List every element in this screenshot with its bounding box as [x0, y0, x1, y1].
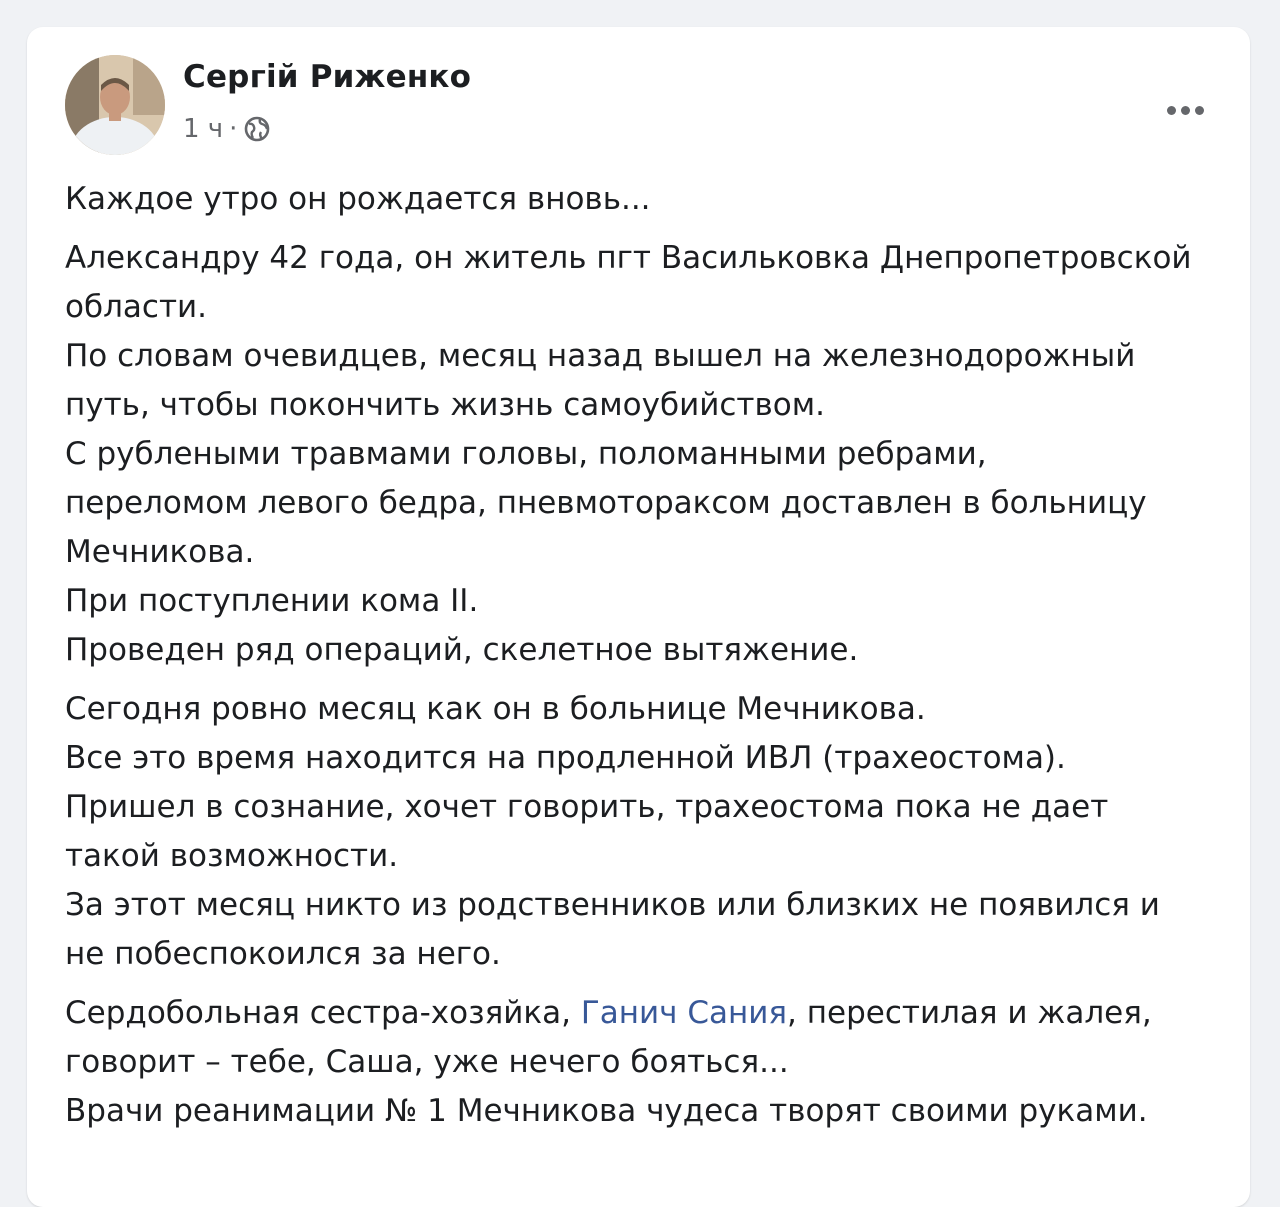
text-line: Сегодня ровно месяц как он в больнице Мечникова.	[65, 691, 926, 727]
text-line: области.	[65, 289, 207, 325]
text-line: Врачи реанимации № 1 Мечникова чудеса творят своими руками.	[65, 1093, 1148, 1129]
text-line: не побеспокоился за него.	[65, 936, 501, 972]
post-card	[27, 27, 1250, 1207]
author-name[interactable]: Сергій Риженко	[183, 59, 472, 95]
text-line: Все это время находится на продленной ИВЛ (трахеостома).	[65, 740, 1066, 776]
more-options-icon[interactable]	[1160, 95, 1210, 125]
post-header	[65, 55, 1210, 155]
paragraph-1	[65, 175, 1220, 224]
text-line: При поступлении кома II.	[65, 583, 479, 619]
text-segment: , перестилая и жалея,	[787, 995, 1152, 1031]
post-meta	[183, 111, 271, 147]
text-line: За этот месяц никто из родственников или близких не появился и	[65, 887, 1160, 923]
text-line: Каждое утро он рождается вновь...	[65, 181, 651, 217]
text-line: Мечникова.	[65, 534, 255, 570]
avatar[interactable]	[65, 55, 165, 155]
text-line: Проведен ряд операций, скелетное вытяжение.	[65, 632, 859, 668]
globe-icon[interactable]	[243, 115, 271, 143]
text-line-with-mention	[65, 989, 1220, 1038]
post-time[interactable]: 1 ч	[183, 114, 224, 144]
text-line: Пришел в сознание, хочет говорить, трахеостома пока не дает	[65, 789, 1109, 825]
text-line: переломом левого бедра, пневмотораксом доставлен в больницу	[65, 485, 1147, 521]
text-line: Александру 42 года, он житель пгт Васильковка Днепропетровской	[65, 240, 1192, 276]
paragraph-2	[65, 234, 1220, 675]
paragraph-4	[65, 989, 1220, 1136]
mention-link[interactable]: Ганич Сания	[580, 995, 788, 1031]
text-line: С рублеными травмами головы, поломанными ребрами,	[65, 436, 987, 472]
meta-separator: ·	[229, 114, 238, 144]
post-text	[65, 175, 1220, 1146]
text-line: По словам очевидцев, месяц назад вышел на железнодорожный	[65, 338, 1136, 374]
text-line: говорит – тебе, Саша, уже нечего бояться...	[65, 1044, 789, 1080]
text-line: такой возможности.	[65, 838, 399, 874]
paragraph-3	[65, 685, 1220, 979]
text-line: путь, чтобы покончить жизнь самоубийством.	[65, 387, 825, 423]
text-segment: Сердобольная сестра-хозяйка,	[65, 995, 581, 1031]
